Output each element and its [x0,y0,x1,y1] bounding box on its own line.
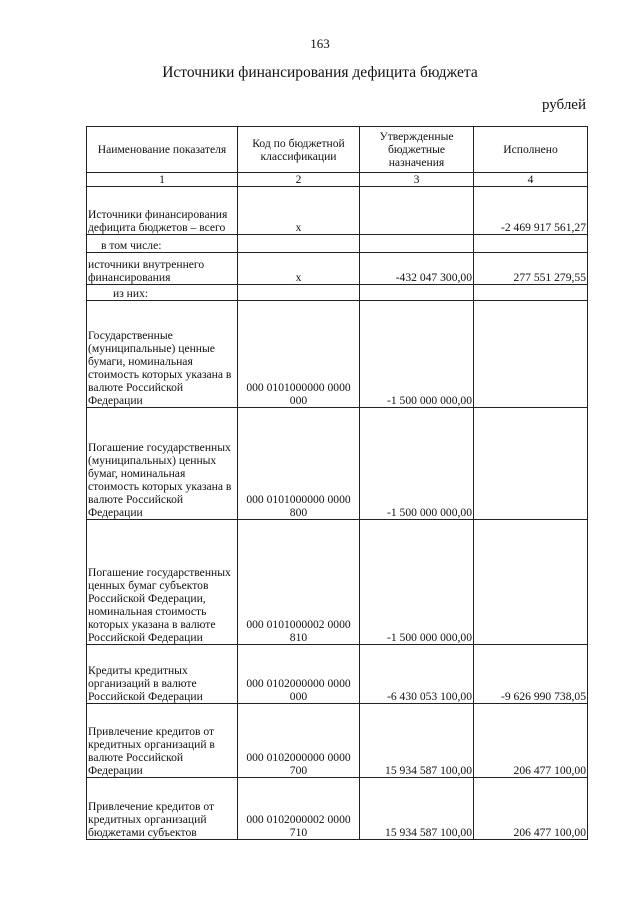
row-code [238,235,360,253]
row-approved: 15 934 587 100,00 [360,778,474,840]
row-name: Государственные (муниципальные) ценные бумаги, номинальная стоимость которых указана в валюте Российской Федерации [87,301,238,408]
row-executed [474,285,588,301]
table-row [87,645,588,704]
row-approved [360,285,474,301]
column-number: 1 [87,173,238,187]
column-number-row [87,173,588,187]
row-approved: -1 500 000 000,00 [360,520,474,645]
row-approved: 15 934 587 100,00 [360,704,474,778]
row-approved [360,187,474,235]
row-code: 000 0101000000 0000 000 [238,301,360,408]
row-code: 000 0102000002 0000 710 [238,778,360,840]
table-row [87,704,588,778]
row-approved: -1 500 000 000,00 [360,408,474,520]
column-number: 2 [238,173,360,187]
row-name: Привлечение кредитов от кредитных организаций бюджетами субъектов [87,778,238,840]
row-code: x [238,187,360,235]
row-approved: -1 500 000 000,00 [360,301,474,408]
table-row [87,253,588,285]
row-code [238,285,360,301]
row-executed [474,301,588,408]
row-code: x [238,253,360,285]
table-row [87,778,588,840]
row-approved [360,235,474,253]
table-row [87,187,588,235]
table-header-row [87,127,588,173]
header-indicator-name: Наименование показателя [87,127,238,173]
row-name: Источники финансирования дефицита бюджетов – всего [87,187,238,235]
table-row [87,520,588,645]
row-approved: -6 430 053 100,00 [360,645,474,704]
row-code: 000 0101000000 0000 800 [238,408,360,520]
unit-label: рублей [541,97,586,113]
row-executed: 206 477 100,00 [474,778,588,840]
row-code: 000 0101000002 0000 810 [238,520,360,645]
row-executed: -2 469 917 561,27 [474,187,588,235]
row-approved: -432 047 300,00 [360,253,474,285]
row-name: Кредиты кредитных организаций в валюте Российской Федерации [87,645,238,704]
row-name: Погашение государственных (муниципальных) ценных бумаг, номинальная стоимость которых указана в валюте Российской Федерации [87,408,238,520]
table-row [87,235,588,253]
row-name: Погашение государственных ценных бумаг субъектов Российской Федерации, номинальная стоимость которых указана в валюте Российской Федерации [87,520,238,645]
table-row [87,285,588,301]
row-executed: 277 551 279,55 [474,253,588,285]
row-executed [474,235,588,253]
financing-sources-table [86,126,588,840]
row-name: источники внутреннего финансирования [87,253,238,285]
header-executed: Исполнено [474,127,588,173]
table-row [87,408,588,520]
column-number: 4 [474,173,588,187]
row-executed: -9 626 990 738,05 [474,645,588,704]
row-code: 000 0102000000 0000 000 [238,645,360,704]
row-name: в том числе: [87,235,238,253]
table-row [87,301,588,408]
row-executed: 206 477 100,00 [474,704,588,778]
document-title: Источники финансирования дефицита бюджета [162,64,478,81]
header-approved: Утвержденные бюджетные назначения [360,127,474,173]
row-name: Привлечение кредитов от кредитных организаций в валюте Российской Федерации [87,704,238,778]
page-number: 163 [310,36,330,51]
column-number: 3 [360,173,474,187]
row-name: из них: [87,285,238,301]
row-executed [474,520,588,645]
row-executed [474,408,588,520]
row-code: 000 0102000000 0000 700 [238,704,360,778]
header-budget-code: Код по бюджетной классификации [238,127,360,173]
